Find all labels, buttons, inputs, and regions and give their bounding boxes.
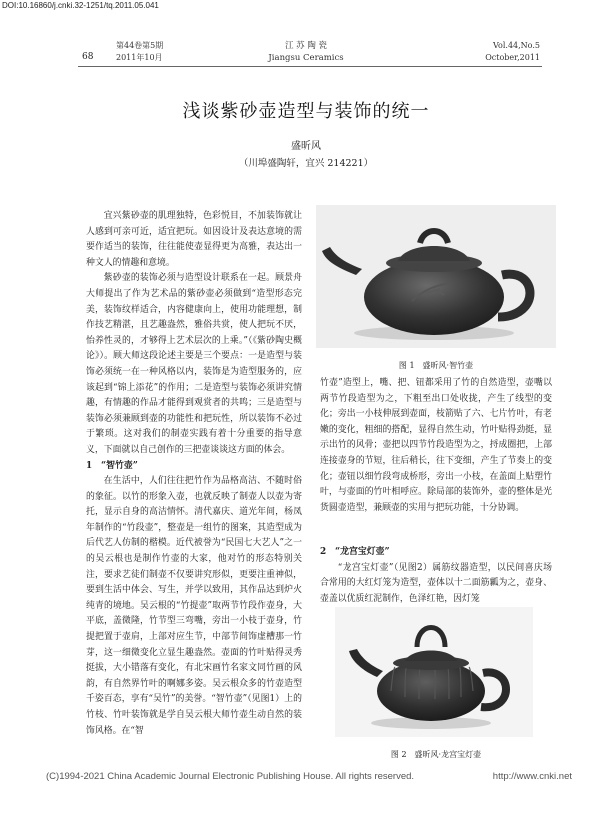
journal-name-cn: 江 苏 陶 瓷: [284, 41, 328, 51]
section-heading-2: 2 “龙宫宝灯壶”: [320, 547, 390, 557]
volume-number: Vol.44,No.5: [493, 41, 540, 50]
paragraph: 竹壶”造型上，嘴、把、钮都采用了竹的自然造型，壶嘴以两节竹段造型为之，下粗至出口处收拢，产生了线型的变化；旁出一小枝伸展到壶面，枝箭贴了六、七片竹叶，有老嫩的变化，粗细的搭配，显得自然生动，竹叶贴得劲挺，显示出竹的风骨；壶把以四节竹段造型为之，捋成圈把，上部连接壶身的节短，往后稍长，往下变细，产生了节奏上的变化；壶钮以细竹段弯成桥形，旁出一小枝，在盖面上贴塑竹叶，与壶面的竹叶相呼应。除局部的装饰外，壶的整体是光货圆壶造型，兼顾壶的实用与把玩功能，十分协调。: [320, 378, 552, 513]
page-footer: [46, 771, 572, 782]
header-rule: [78, 66, 542, 67]
issue-date: 2011年10月: [116, 53, 163, 62]
journal-name-en: Jiangsu Ceramics: [268, 53, 344, 63]
right-column-top: [320, 376, 552, 516]
page-number: 68: [82, 52, 94, 62]
paragraph: “龙宫宝灯壶”（见图2）属筋纹器造型，以民间喜庆场合常用的大红灯笼为造型，壶体以十二面筋瓤为之，壶身、壶盖以优质红泥制作，色泽红艳，因灯笼: [320, 562, 552, 604]
figure-2-image: [335, 607, 533, 737]
issue-volume: 第44卷第5期: [116, 41, 164, 50]
volume-info: [485, 40, 540, 64]
article-author: 盛昕风: [291, 141, 321, 152]
paragraph: 在生活中，人们往往把竹作为品格高洁、不随时俗的象征。以竹的形象入壶，也就反映了制壶人以壶为寄托，显示自身的高洁情怀。清代嘉庆、道光年间，杨凤年制作的“竹段壶”，整壶是一组竹的图案，其造型成为后代艺人仿制的楷模。近代被誉为“民国七大艺人”之一的吴云根也是制作竹壶的大家，他对竹的形态特别关注，要求艺徒们制壶不仅要讲究形似，更要注重神似，要到生活中体会、写生，并学以致用，其作品达到炉火纯青的境地。吴云根的“竹提壶”取两节竹段作壶身，大平底，盖微隆，竹节型三弯嘴，旁出一小枝于壶身，竹提把置于壶肩，上部对应生节，中部节间饰虚槽那一竹芽，这一细微变化立显生趣盎然。壶面的竹叶贴得灵秀挺拔，大小错落有变化，有北宋画竹名家文同竹画的风韵，有自然界竹叶的啊娜多姿。吴云根众多的竹壶造型千姿百态，享有“吴竹”的美誉。“智竹壶”（见图1）上的竹枝、竹叶装饰就是学自吴云根大师竹壶生动自然的装饰风格。在“智: [86, 476, 302, 736]
section-heading-1: 1 “智竹壶”: [86, 460, 138, 471]
bamboo-teapot-illustration: [316, 205, 556, 348]
figure-1-caption: 图 1 盛昕风·智竹壶: [398, 361, 474, 370]
paragraph: 宜兴紫砂壶的肌理独特，色彩悦目，不加装饰就让人感到可亲可近，适宜把玩。如因设计及表达意境的需要作适当的装饰，往往能使壶显得更为高雅，表达出一种文人的情趣和意境。: [86, 211, 302, 268]
left-column: [86, 209, 302, 739]
right-column-bottom: [320, 545, 552, 607]
doi-line: DOI:10.16860/j.cnki.32-1251/tq.2011.05.041: [2, 1, 159, 10]
volume-date: October,2011: [485, 53, 540, 62]
cnki-link[interactable]: http://www.cnki.net: [492, 771, 572, 782]
author-affiliation: （川埠盛陶轩，宜兴 214221）: [238, 158, 374, 169]
figure-1-image: [316, 205, 556, 348]
article-title: 浅谈紫砂壶造型与装饰的统一: [182, 101, 430, 122]
paragraph: 紫砂壶的装饰必须与造型设计联系在一起。顾景舟大师提出了作为艺术品的紫砂壶必须做到“造型形态完美，装饰纹样适合，内容健康向上，使用功能理想，制作技艺精湛，且艺趣盎然，雅俗共赏，使人把玩不厌，怡养性灵的，才够得上艺术层次的上乘。”（《紫砂陶史概论》）。顾大师这段论述主要是三个要点：一是造型与装饰必须统一在一种风格以内，装饰是为造型服务的，应该起到“锦上添花”的作用；二是造型与装饰必须讲究情趣，有情趣的作品才能得到观赏者的共鸣；三是造型与装饰必须兼顾到壶的功能性和把玩性，所以装饰不必过于繁琐。这对我们的制壶实践有着十分重要的指导意义，下面就以自己创作的三把壶谈谈这方面的体会。: [86, 273, 302, 455]
figure-2-caption: 图 2 盛昕风·龙宫宝灯壶: [390, 750, 482, 759]
copyright-notice: (C)1994-2021 China Academic Journal Electronic Publishing House. All rights reserved.: [46, 771, 415, 782]
lantern-teapot-illustration: [335, 607, 533, 737]
